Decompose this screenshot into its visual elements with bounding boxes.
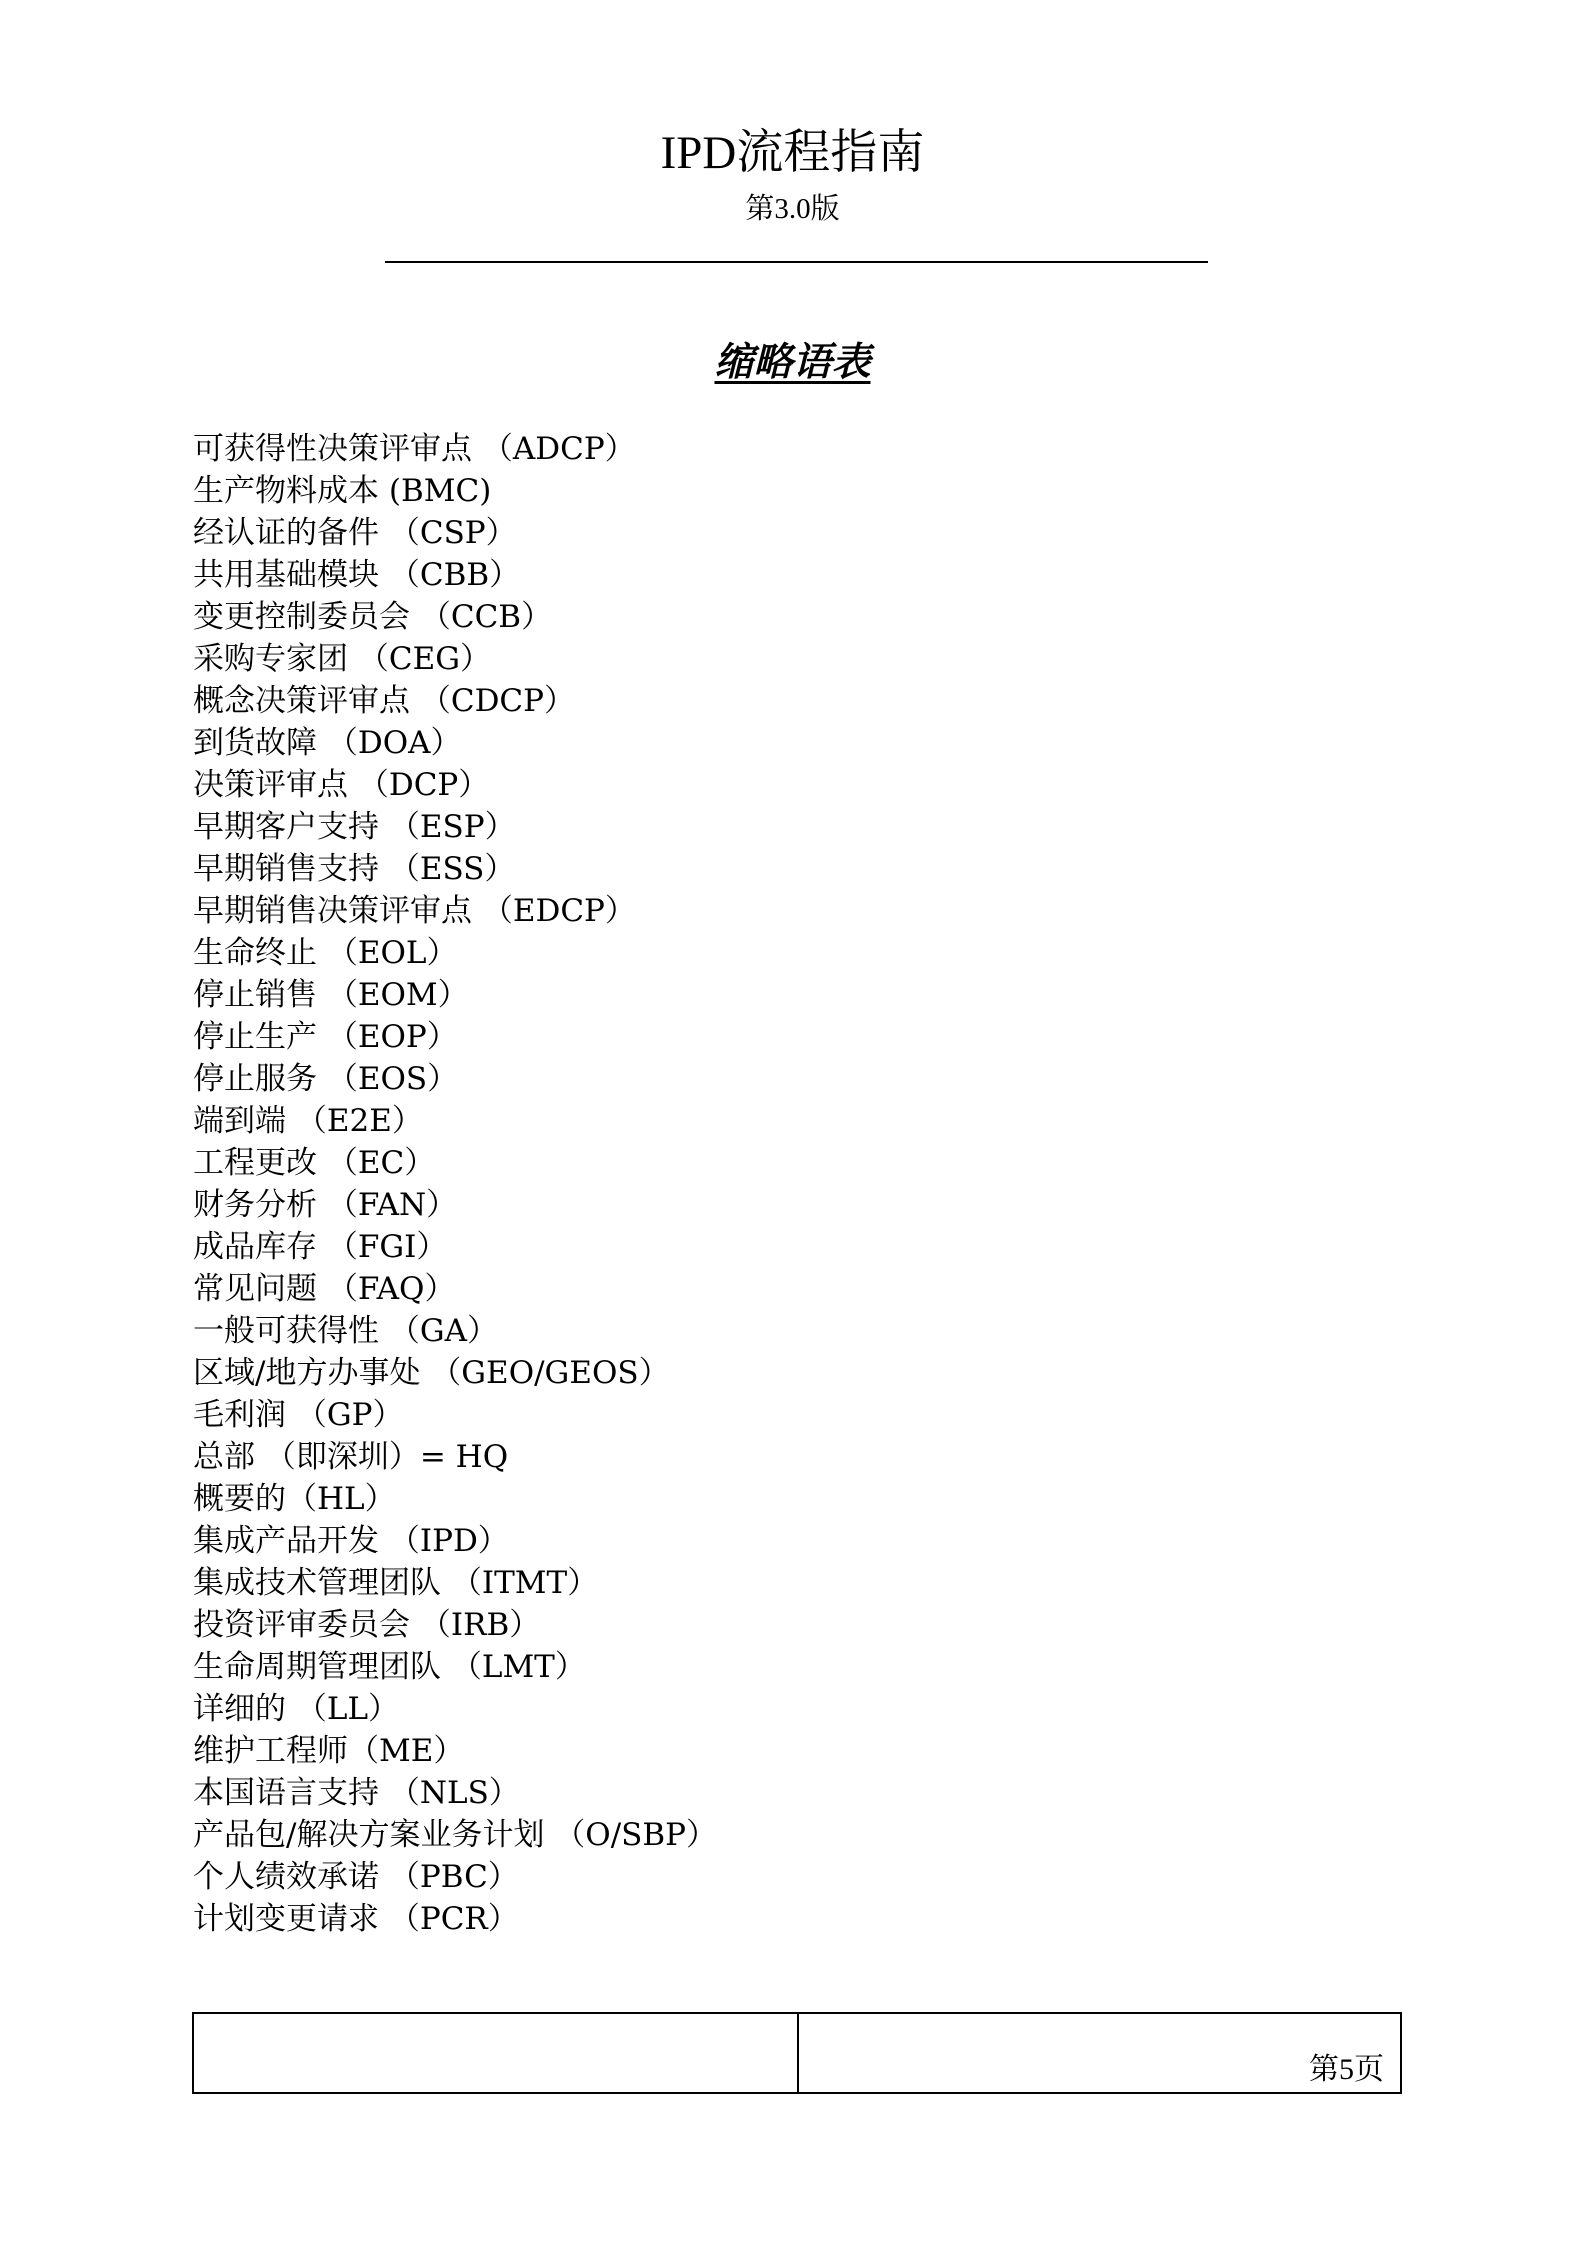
abbreviation-item: 概要的（HL）	[193, 1481, 396, 1517]
footer-table	[192, 2012, 1402, 2094]
footer-left-cell	[194, 2014, 799, 2092]
abbreviation-item: 维护工程师（ME）	[193, 1733, 465, 1769]
abbreviation-item: 决策评审点 （DCP）	[193, 767, 490, 803]
document-title: IPD流程指南	[660, 127, 925, 179]
abbreviation-item: 毛利润 （GP）	[193, 1397, 404, 1433]
abbreviation-item: 总部 （即深圳）= HQ	[193, 1439, 509, 1475]
abbreviation-item: 集成产品开发 （IPD）	[193, 1523, 509, 1559]
abbreviation-item: 详细的 （LL）	[193, 1691, 400, 1727]
abbreviation-item: 早期销售支持 （ESS）	[193, 851, 516, 887]
abbreviation-item: 成品库存 （FGI）	[193, 1229, 448, 1265]
abbreviation-item: 集成技术管理团队 （ITMT）	[193, 1565, 599, 1601]
abbreviation-list	[193, 428, 717, 1940]
document-header	[0, 122, 1585, 228]
abbreviation-item: 常见问题 （FAQ）	[193, 1271, 456, 1307]
abbreviation-item: 停止销售 （EOM）	[193, 977, 469, 1013]
abbreviation-item: 一般可获得性 （GA）	[193, 1313, 499, 1349]
abbreviation-item: 生产物料成本 (BMC)	[193, 473, 492, 509]
abbreviation-item: 本国语言支持 （NLS）	[193, 1775, 520, 1811]
abbreviation-item: 变更控制委员会 （CCB）	[193, 599, 553, 635]
abbreviation-item: 投资评审委员会 （IRB）	[193, 1607, 541, 1643]
abbreviation-item: 产品包/解决方案业务计划 （O/SBP）	[193, 1817, 718, 1853]
abbreviation-item: 工程更改 （EC）	[193, 1145, 436, 1181]
abbreviation-item: 生命终止 （EOL）	[193, 935, 458, 971]
abbreviation-item: 区域/地方办事处 （GEO/GEOS）	[193, 1355, 670, 1391]
abbreviation-item: 停止生产 （EOP）	[193, 1019, 458, 1055]
abbreviation-item: 计划变更请求 （PCR）	[193, 1901, 519, 1937]
section-title: 缩略语表	[714, 340, 871, 385]
header-divider	[385, 261, 1208, 263]
document-version: 第3.0版	[745, 193, 840, 225]
abbreviation-item: 停止服务 （EOS）	[193, 1061, 459, 1097]
page-number: 第5页	[1309, 2053, 1384, 2086]
abbreviation-item: 早期客户支持 （ESP）	[193, 809, 516, 845]
abbreviation-item: 可获得性决策评审点 （ADCP）	[193, 431, 636, 467]
abbreviation-item: 到货故障 （DOA）	[193, 725, 462, 761]
abbreviation-item: 共用基础模块 （CBB）	[193, 557, 521, 593]
abbreviation-item: 概念决策评审点 （CDCP）	[193, 683, 576, 719]
abbreviation-item: 生命周期管理团队 （LMT）	[193, 1649, 586, 1685]
abbreviation-item: 端到端 （E2E）	[193, 1103, 423, 1139]
abbreviation-item: 采购专家团 （CEG）	[193, 641, 491, 677]
abbreviation-item: 早期销售决策评审点 （EDCP）	[193, 893, 636, 929]
footer-right-cell	[799, 2014, 1400, 2092]
abbreviation-item: 个人绩效承诺 （PBC）	[193, 1859, 519, 1895]
abbreviation-item: 财务分析 （FAN）	[193, 1187, 458, 1223]
abbreviation-item: 经认证的备件 （CSP）	[193, 515, 517, 551]
